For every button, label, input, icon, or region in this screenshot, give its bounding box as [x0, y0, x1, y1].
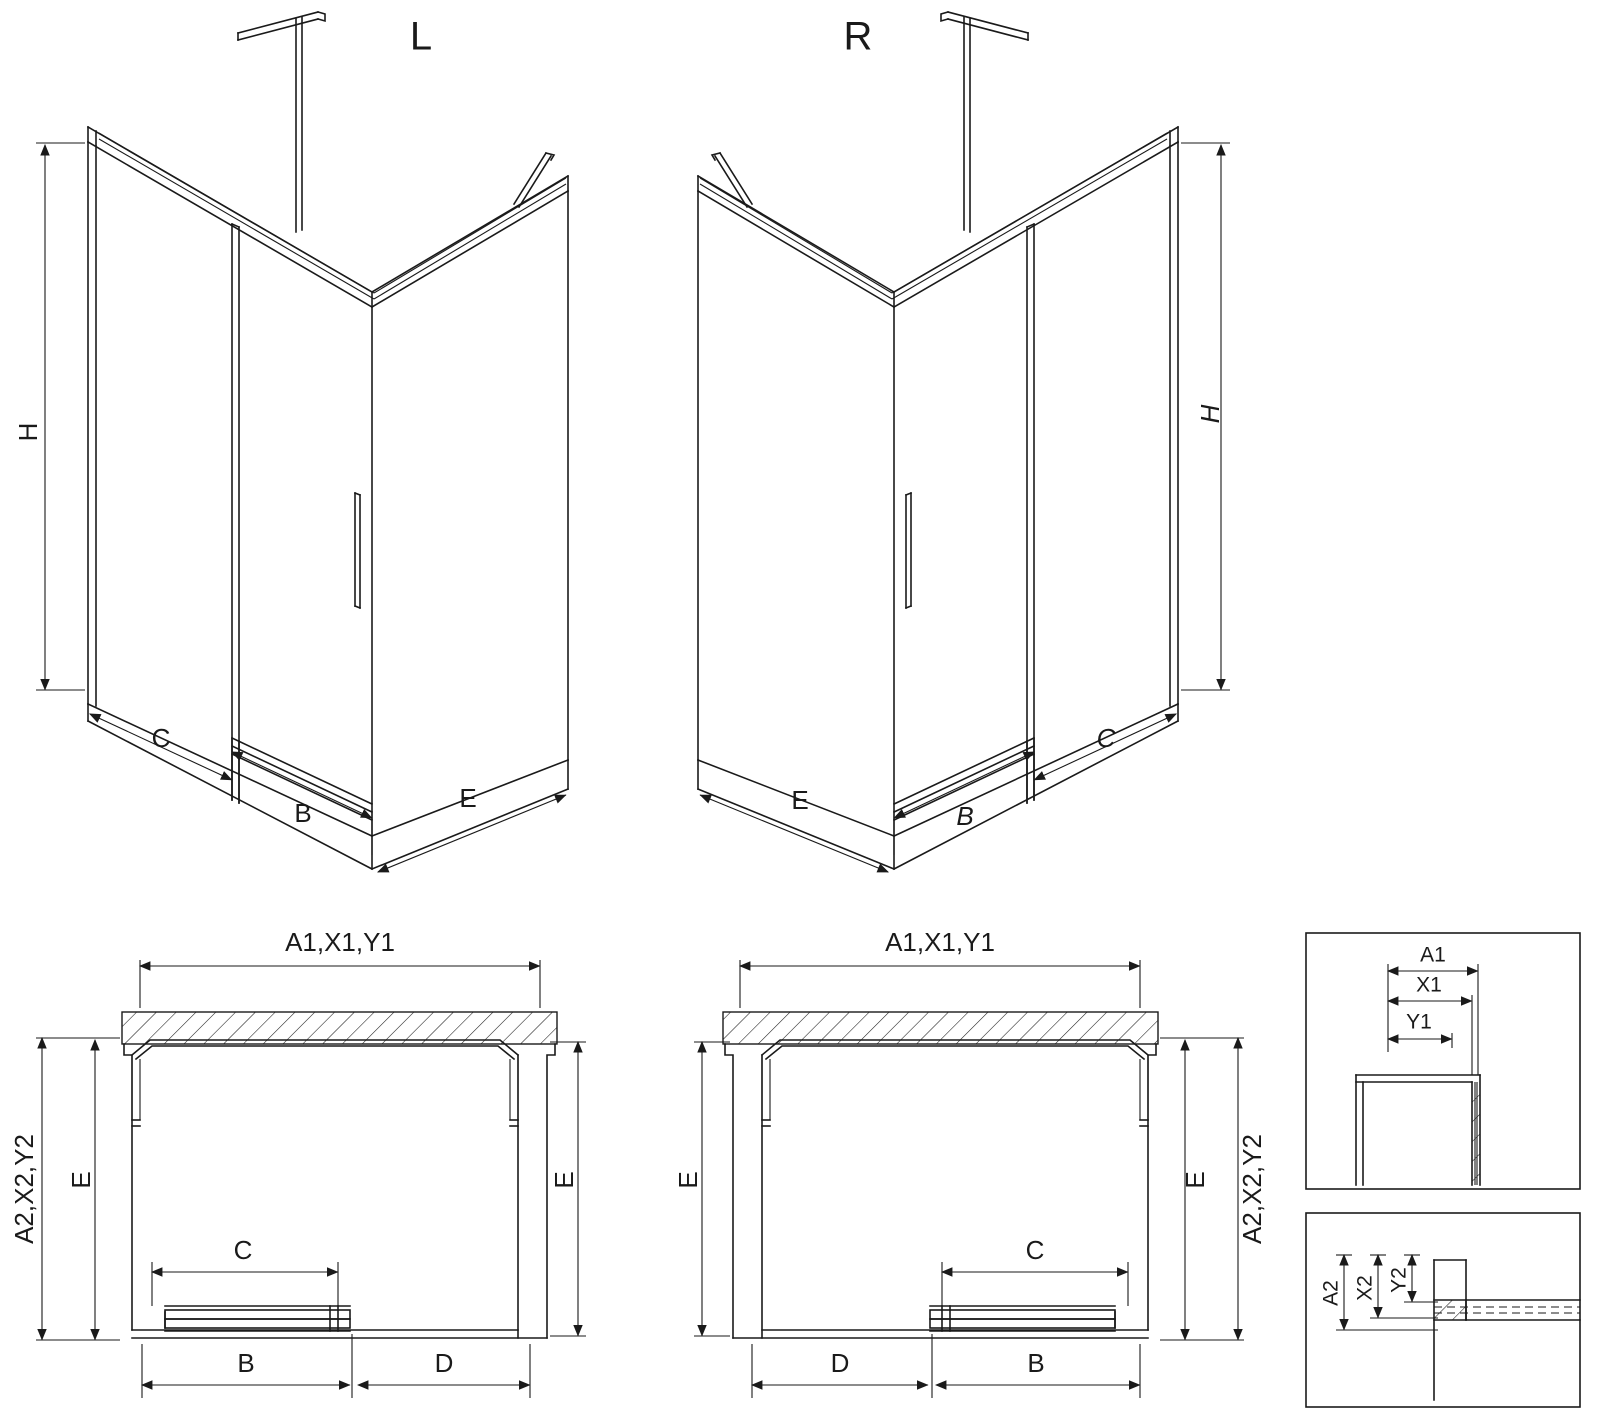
iso-right-top-arm [698, 153, 894, 307]
iso-right-door-panel [1027, 224, 1034, 803]
iso-right-dim-height [1181, 143, 1230, 690]
iso-left-label-B: B [294, 797, 312, 828]
iso-left-dim-bottom [90, 714, 566, 872]
plan-left-dim-top [140, 927, 540, 1008]
plan-view-left [9, 927, 586, 1398]
detail-box-top [1306, 933, 1580, 1189]
plan-right-label-E-right: E [1179, 1171, 1210, 1189]
plan-right-dim-BD [752, 1334, 1140, 1398]
iso-right-top-rail [941, 12, 1028, 232]
plan-left-dim-E-inner [66, 1040, 96, 1340]
iso-left-top-rail [238, 12, 325, 232]
plan-right-dim-outer [1160, 1038, 1267, 1340]
detail-bottom-label-Y2: Y2 [1387, 1267, 1411, 1293]
plan-left-dim-E-right [549, 1042, 586, 1336]
iso-right-top-frame [892, 127, 1178, 307]
iso-left-dim-height [13, 143, 85, 690]
iso-view-left [13, 12, 568, 872]
plan-left-label-E-right: E [548, 1171, 579, 1189]
iso-left-label-C: C [151, 722, 171, 753]
iso-view-right [698, 12, 1230, 872]
iso-left-label-H: H [12, 422, 43, 442]
iso-right-back-panel [894, 142, 1178, 836]
detail-bottom-label-X2: X2 [1353, 1275, 1377, 1301]
plan-left-label-E-left: E [65, 1171, 96, 1189]
plan-right-door-rail [733, 1306, 1148, 1338]
iso-right-door-handle [906, 493, 911, 608]
plan-left-label-B: B [237, 1347, 255, 1378]
plan-left-dim-BD [142, 1334, 530, 1398]
iso-left-top-frame [88, 127, 374, 307]
plan-right-label-B: B [1027, 1347, 1045, 1378]
iso-left-top-arm [372, 153, 568, 307]
iso-right-label-C: C [1096, 722, 1116, 753]
plan-right-dim-C [942, 1235, 1128, 1306]
plan-right-label-A1X1Y1: A1,X1,Y1 [885, 926, 995, 957]
iso-right-label-H: H [1194, 404, 1225, 424]
plan-left-dim-outer [9, 1038, 120, 1340]
plan-right-dim-E-inner [1180, 1040, 1210, 1340]
iso-right-variant-label: R [843, 14, 873, 59]
detail-box-bottom [1306, 1213, 1580, 1407]
iso-right-label-E: E [791, 784, 809, 815]
detail-top-label-Y1: Y1 [1406, 1010, 1432, 1034]
iso-right-dim-bottom [700, 714, 1176, 872]
plan-right-label-C: C [1025, 1234, 1045, 1265]
iso-left-door-handle [355, 493, 360, 608]
plan-right-dim-top [740, 927, 1140, 1008]
plan-left-label-A1X1Y1: A1,X1,Y1 [285, 926, 395, 957]
iso-left-label-E: E [459, 782, 477, 813]
plan-right-label-A2X2Y2: A2,X2,Y2 [1236, 1134, 1267, 1244]
plan-left-label-D: D [434, 1347, 454, 1378]
plan-left-door-rail [132, 1306, 547, 1338]
iso-left-door-panel [232, 224, 239, 803]
plan-left-label-C: C [233, 1234, 253, 1265]
iso-left-variant-label: L [409, 14, 433, 59]
plan-left-label-A2X2Y2: A2,X2,Y2 [8, 1134, 39, 1244]
plan-left-dim-C [152, 1235, 338, 1306]
plan-right-label-E-left: E [672, 1171, 703, 1189]
plan-right-label-D: D [830, 1347, 850, 1378]
iso-right-label-B: B [956, 800, 974, 831]
detail-top-label-A1: A1 [1420, 943, 1446, 967]
plan-view-right [673, 927, 1267, 1398]
detail-bottom-label-A2: A2 [1319, 1280, 1343, 1306]
iso-left-back-panel [88, 142, 372, 836]
detail-top-label-X1: X1 [1416, 973, 1442, 997]
plan-right-dim-E-left [673, 1042, 730, 1336]
